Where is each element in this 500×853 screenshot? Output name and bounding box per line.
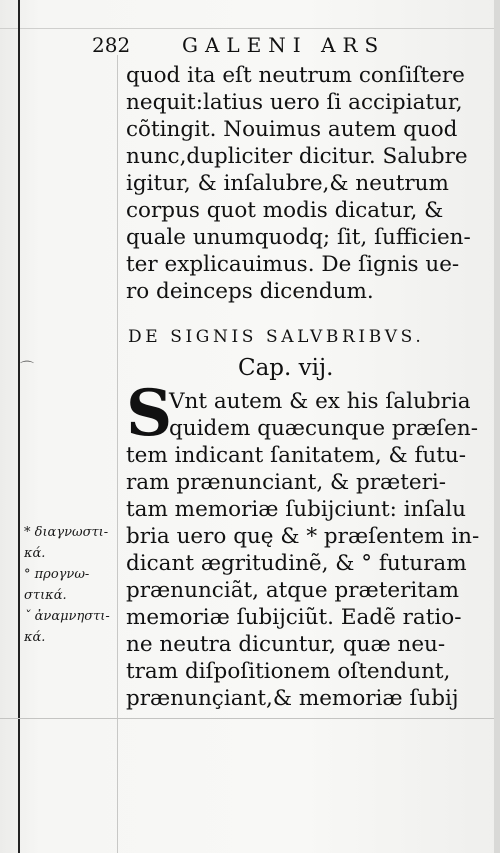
text-line: nunc,dupliciter dicitur. Salubre xyxy=(126,144,468,169)
text-line: quod ita eſt neutrum conſiſtere xyxy=(126,63,465,88)
fold-line xyxy=(0,718,500,719)
marginal-note-line: κά. xyxy=(24,630,46,645)
text-line: dicant ægritudinẽ, & ° futuram xyxy=(126,551,467,576)
text-line: tem indicant ſanitatem, & futu- xyxy=(126,443,467,468)
marginal-note-line: κά. xyxy=(24,546,46,561)
text-line: memoriæ ſubijciũt. Eadẽ ratio- xyxy=(126,605,462,630)
text-line: cõtingit. Nouimus autem quod xyxy=(126,117,458,142)
left-margin-rule xyxy=(18,0,20,853)
text-line: ro deinceps dicendum. xyxy=(126,279,374,304)
top-rule xyxy=(0,28,500,29)
marginal-note-line: ˇ ἀναμνηστι- xyxy=(24,609,110,624)
text-line: prænunçiant,& memoriæ ſubij xyxy=(126,686,459,711)
text-line: ter explicauimus. De ſignis ue- xyxy=(126,252,460,277)
marginal-note-line: ° προγνω- xyxy=(24,567,90,582)
text-line: quale unumquodq; ſit, ſufficien- xyxy=(126,225,471,250)
page-edge-shadow xyxy=(494,0,500,853)
running-head xyxy=(92,30,492,60)
text-line: nequit:latius uero ſi accipiatur, xyxy=(126,90,463,115)
folio-number: 282 xyxy=(92,33,131,57)
marginal-annotations xyxy=(24,524,116,650)
drop-cap: S xyxy=(126,376,173,451)
top-paragraph xyxy=(126,62,488,305)
text-line: tram diſpoſitionem oſtendunt, xyxy=(126,659,451,684)
inner-margin-rule xyxy=(117,55,118,853)
text-line: tam memoriæ ſubijciunt: inſalu xyxy=(126,497,466,522)
section-heading: DE SIGNIS SALVBRIBVS. xyxy=(128,327,425,347)
text-line: ne neutra dicuntur, quæ neu- xyxy=(126,632,446,657)
marginal-note-line: * διαγνωστι- xyxy=(24,525,109,540)
text-line: corpus quot modis dicatur, & xyxy=(126,198,444,223)
text-line: bria uero quę & * præſentem in- xyxy=(126,524,480,549)
text-line: prænunciãt, atque præteritam xyxy=(126,578,460,603)
margin-pencil-mark: ⌒ xyxy=(20,361,34,377)
chapter-label: Cap. vij. xyxy=(238,355,334,381)
chapter-text xyxy=(126,388,488,712)
running-title: GALENI ARS xyxy=(182,33,386,57)
text-line: quidem quæcunque præſen- xyxy=(169,416,478,441)
text-line: ram prænunciant, & prӕteri- xyxy=(126,470,447,495)
marginal-note-line: στικά. xyxy=(24,588,67,603)
text-line: Vnt autem & ex his ſalubria xyxy=(169,389,471,414)
text-line: igitur, & inſalubre,& neutrum xyxy=(126,171,449,196)
